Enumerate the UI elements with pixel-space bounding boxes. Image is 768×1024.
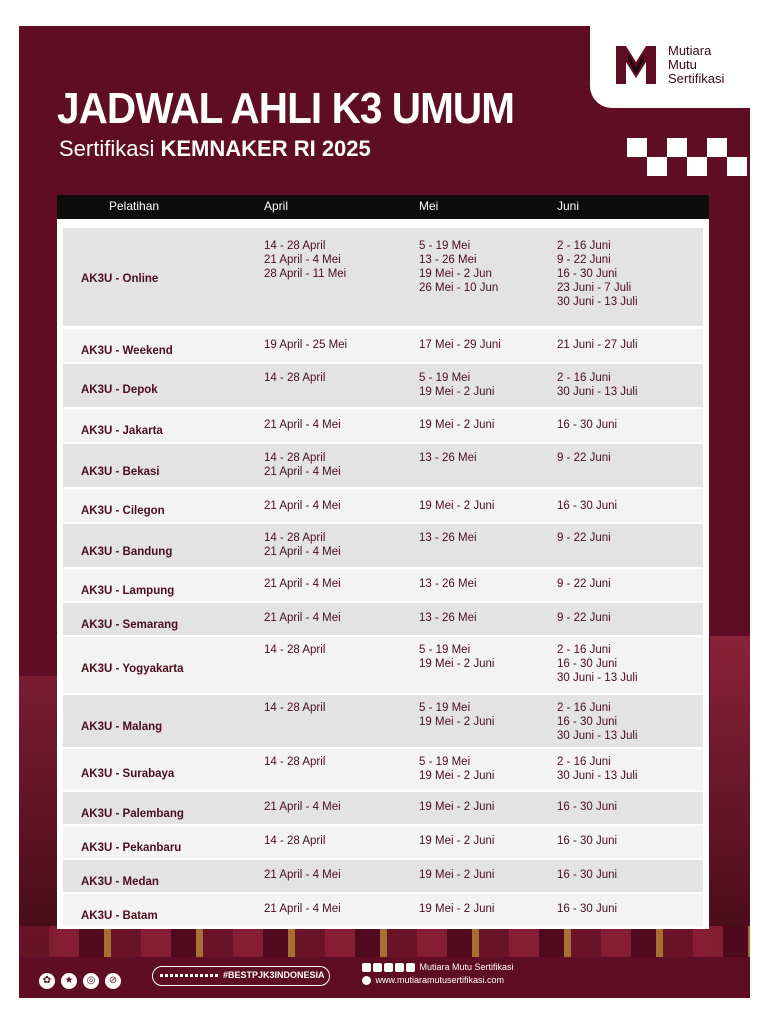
row-juni: 16 - 30 Juni xyxy=(557,419,618,431)
table-row xyxy=(63,637,703,693)
row-juni: 2 - 16 Juni 16 - 30 Juni 30 Juni - 13 Juli xyxy=(557,644,638,684)
row-name: AK3U - Pekanbaru xyxy=(81,842,182,854)
row-juni: 16 - 30 Juni xyxy=(557,903,618,915)
column-header-mei: Mei xyxy=(419,199,439,213)
row-mei: 13 - 26 Mei xyxy=(419,532,477,544)
row-mei: 13 - 26 Mei xyxy=(419,578,477,590)
subtitle-bold: KEMNAKER RI 2025 xyxy=(160,136,371,161)
row-mei: 19 Mei - 2 Juni xyxy=(419,500,495,512)
table-row xyxy=(63,603,703,635)
row-mei: 5 - 19 Mei 13 - 26 Mei 19 Mei - 2 Jun 26 Mei - 10 Jun xyxy=(419,240,499,294)
table-row xyxy=(63,792,703,824)
globe-badge-icon: ◎ xyxy=(83,973,99,989)
row-april: 21 April - 4 Mei xyxy=(264,801,341,813)
row-juni: 2 - 16 Juni 30 Juni - 13 Juli xyxy=(557,756,638,782)
schedule-table-header xyxy=(57,195,709,219)
column-header-april: April xyxy=(264,199,289,213)
row-april: 14 - 28 April xyxy=(264,372,326,384)
brand-name: Mutiara Mutu Sertifikasi xyxy=(668,43,725,86)
website-link[interactable]: www.mutiaramutusertifikasi.com xyxy=(375,975,505,985)
row-name: AK3U - Surabaya xyxy=(81,768,175,780)
table-row xyxy=(63,695,703,747)
row-juni: 2 - 16 Juni 9 - 22 Juni 16 - 30 Juni 23 Juni - 7 Juli 30 Juni - 13 Juli xyxy=(557,240,638,308)
row-name: AK3U - Batam xyxy=(81,910,158,922)
row-juni: 2 - 16 Juni 30 Juni - 13 Juli xyxy=(557,372,638,398)
row-juni: 16 - 30 Juni xyxy=(557,835,618,847)
row-juni: 16 - 30 Juni xyxy=(557,869,618,881)
row-juni: 9 - 22 Juni xyxy=(557,532,611,544)
row-april: 14 - 28 April xyxy=(264,702,326,714)
no-sign-icon: ⊘ xyxy=(105,973,121,989)
row-name: AK3U - Online xyxy=(81,273,159,285)
row-juni: 2 - 16 Juni 16 - 30 Juni 30 Juni - 13 Juli xyxy=(557,702,638,742)
subtitle-prefix: Sertifikasi xyxy=(59,136,161,161)
social-name: Mutiara Mutu Sertifikasi xyxy=(419,962,514,972)
table-row xyxy=(63,826,703,858)
row-april: 21 April - 4 Mei xyxy=(264,869,341,881)
row-name: AK3U - Palembang xyxy=(81,808,184,820)
checker-pattern-decoration xyxy=(627,138,749,176)
row-juni: 9 - 22 Juni xyxy=(557,452,611,464)
flower-icon: ✿ xyxy=(39,973,55,989)
row-april: 21 April - 4 Mei xyxy=(264,500,341,512)
table-row xyxy=(63,409,703,442)
row-name: AK3U - Malang xyxy=(81,721,163,733)
brand-logo-icon xyxy=(614,40,658,88)
row-name: AK3U - Jakarta xyxy=(81,425,163,437)
globe-icon xyxy=(362,976,371,985)
row-april: 21 April - 4 Mei xyxy=(264,419,341,431)
row-mei: 19 Mei - 2 Juni xyxy=(419,835,495,847)
row-april: 21 April - 4 Mei xyxy=(264,903,341,915)
row-juni: 16 - 30 Juni xyxy=(557,500,618,512)
table-row xyxy=(63,329,703,362)
row-name: AK3U - Semarang xyxy=(81,619,179,631)
table-row xyxy=(63,489,703,522)
row-mei: 13 - 26 Mei xyxy=(419,612,477,624)
page-title: JADWAL AHLI K3 UMUM xyxy=(57,84,515,133)
row-mei: 13 - 26 Mei xyxy=(419,452,477,464)
row-mei: 19 Mei - 2 Juni xyxy=(419,419,495,431)
row-name: AK3U - Bekasi xyxy=(81,466,160,478)
footer-accreditation-icons xyxy=(39,968,127,989)
row-april: 21 April - 4 Mei xyxy=(264,578,341,590)
row-mei: 19 Mei - 2 Juni xyxy=(419,801,495,813)
row-name: AK3U - Cilegon xyxy=(81,505,165,517)
row-april: 14 - 28 April 21 April - 4 Mei xyxy=(264,532,341,558)
row-juni: 16 - 30 Juni xyxy=(557,801,618,813)
row-april: 14 - 28 April xyxy=(264,835,326,847)
row-name: AK3U - Yogyakarta xyxy=(81,663,184,675)
row-juni: 21 Juni - 27 Juli xyxy=(557,339,638,351)
star-badge-icon: ★ xyxy=(61,973,77,989)
facebook-icon[interactable] xyxy=(395,963,404,972)
row-name: AK3U - Bandung xyxy=(81,546,173,558)
brand-logo-panel xyxy=(590,26,750,108)
linkedin-icon[interactable] xyxy=(373,963,382,972)
column-header-juni: Juni xyxy=(557,199,580,213)
row-april: 14 - 28 April 21 April - 4 Mei xyxy=(264,452,341,478)
instagram-icon[interactable] xyxy=(384,963,393,972)
row-name: AK3U - Lampung xyxy=(81,585,175,597)
table-row xyxy=(63,860,703,892)
row-name: AK3U - Depok xyxy=(81,384,158,396)
row-juni: 9 - 22 Juni xyxy=(557,612,611,624)
row-name: AK3U - Medan xyxy=(81,876,159,888)
row-mei: 19 Mei - 2 Juni xyxy=(419,903,495,915)
column-header-pelatihan: Pelatihan xyxy=(109,199,160,213)
hashtag-decoration xyxy=(160,974,218,977)
social-handles xyxy=(362,962,514,972)
table-row xyxy=(63,524,703,567)
tiktok-icon[interactable] xyxy=(362,963,371,972)
row-mei: 5 - 19 Mei 19 Mei - 2 Juni xyxy=(419,702,495,728)
schedule-table-body xyxy=(57,219,709,929)
row-april: 14 - 28 April xyxy=(264,644,326,656)
table-row xyxy=(63,749,703,790)
footer-bar xyxy=(19,957,750,998)
hashtag-text: #BESTPJK3INDONESIA xyxy=(223,970,325,980)
row-juni: 9 - 22 Juni xyxy=(557,578,611,590)
table-row xyxy=(63,569,703,601)
youtube-icon[interactable] xyxy=(406,963,415,972)
website-line xyxy=(362,975,504,985)
row-april: 19 April - 25 Mei xyxy=(264,339,348,351)
row-april: 21 April - 4 Mei xyxy=(264,612,341,624)
row-mei: 5 - 19 Mei 19 Mei - 2 Juni xyxy=(419,756,495,782)
table-row xyxy=(63,444,703,487)
row-mei: 17 Mei - 29 Juni xyxy=(419,339,501,351)
row-mei: 5 - 19 Mei 19 Mei - 2 Juni xyxy=(419,372,495,398)
table-row xyxy=(63,364,703,407)
table-row xyxy=(63,228,703,326)
row-april: 14 - 28 April xyxy=(264,756,326,768)
row-name: AK3U - Weekend xyxy=(81,345,173,357)
hashtag-pill xyxy=(152,966,330,986)
page-subtitle xyxy=(59,136,371,162)
row-mei: 19 Mei - 2 Juni xyxy=(419,869,495,881)
row-april: 14 - 28 April 21 April - 4 Mei 28 April - 11 Mei xyxy=(264,240,347,280)
row-mei: 5 - 19 Mei 19 Mei - 2 Juni xyxy=(419,644,495,670)
table-row xyxy=(63,894,703,926)
